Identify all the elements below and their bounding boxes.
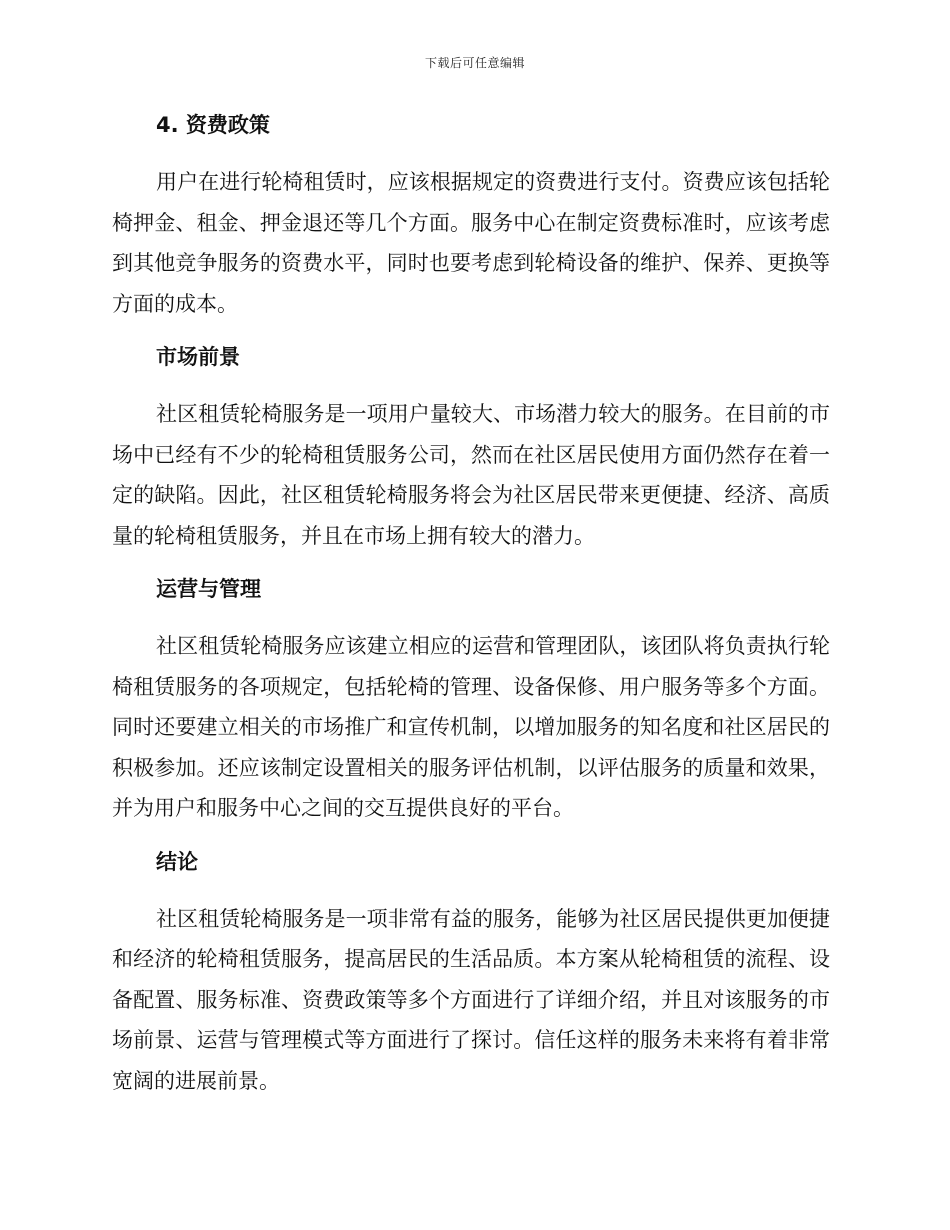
section-paragraph: 社区租赁轮椅服务应该建立相应的运营和管理团队，该团队将负责执行轮椅租赁服务的各项规定，包括轮椅的管理、设备保修、用户服务等多个方面。同时还要建立相关的市场推广和宣传机制，以增加服务的知名度和社区居民的积极参加。还应该制定设置相关的服务评估机制，以评估服务的质量和效果，并为用户和服务中心之间的交互提供良好的平台。 [112, 634, 830, 820]
section-paragraph: 社区租赁轮椅服务是一项用户量较大、市场潜力较大的服务。在目前的市场中已经有不少的轮椅租赁服务公司，然而在社区居民使用方面仍然存在着一定的缺陷。因此，社区租赁轮椅服务将会为社区居民带来更便捷、经济、高质量的轮椅租赁服务，并且在市场上拥有较大的潜力。 [112, 402, 830, 548]
section-market-outlook [112, 342, 830, 556]
section-heading: 4. 资费政策 [156, 113, 270, 137]
section-heading: 市场前景 [156, 345, 240, 369]
section-conclusion [112, 847, 830, 1102]
section-paragraph: 社区租赁轮椅服务是一项非常有益的服务，能够为社区居民提供更加便捷和经济的轮椅租赁服务，提高居民的生活品质。本方案从轮椅租赁的流程、设备配置、服务标准、资费政策等多个方面进行了详细介绍，并且对该服务的市场前景、运营与管理模式等方面进行了探讨。信任这样的服务未来将有着非常宽阔的进展前景。 [112, 906, 830, 1093]
page-header: 下载后可任意编辑 [424, 56, 525, 70]
document-body [112, 110, 830, 1119]
section-paragraph: 用户在进行轮椅租赁时，应该根据规定的资费进行支付。资费应该包括轮椅押金、租金、押金退还等几个方面。服务中心在制定资费标准时，应该考虑到其他竞争服务的资费水平，同时也要考虑到轮椅设备的维护、保养、更换等方面的成本。 [112, 170, 830, 316]
section-heading: 结论 [156, 849, 198, 874]
section-operations-management [112, 574, 830, 829]
section-fee-policy [112, 110, 830, 324]
section-heading: 运营与管理 [156, 577, 261, 601]
